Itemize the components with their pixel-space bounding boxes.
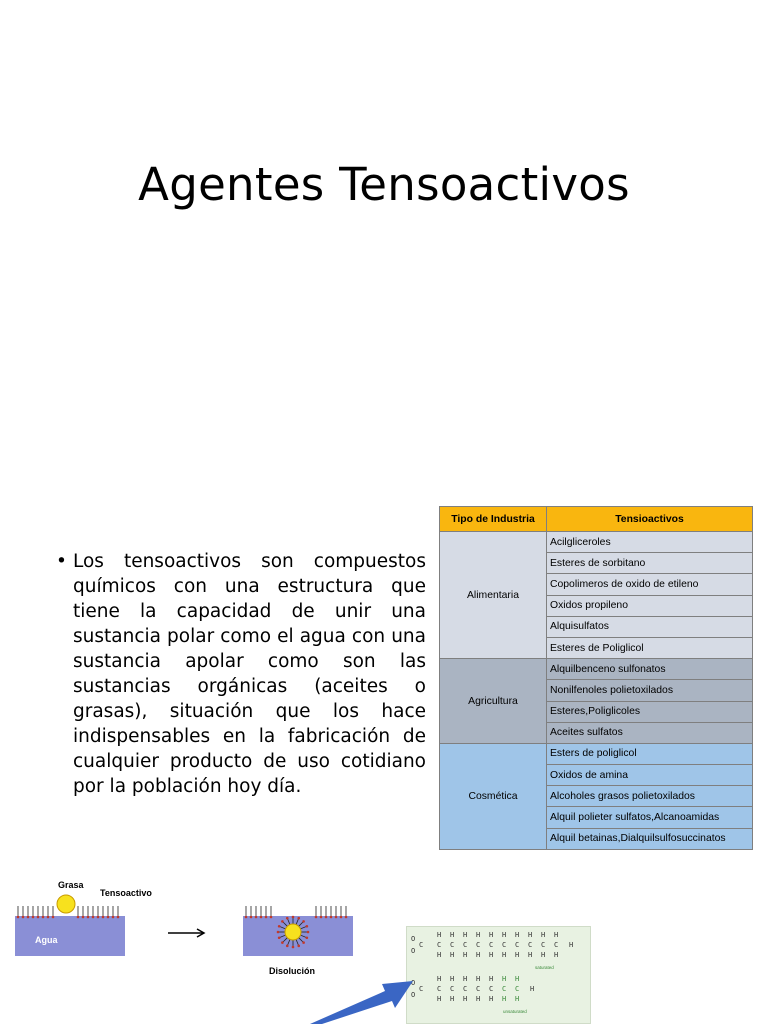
surfactant-head (112, 916, 115, 919)
header-surfactants: Tensioactivos (547, 507, 753, 532)
surfactant-head (260, 916, 263, 919)
carbon-atom: C (515, 941, 520, 949)
hydrogen-atom: H (489, 931, 494, 939)
surfactant-cell: Alcoholes grasos polietoxilados (547, 786, 753, 807)
hydrogen-atom: H (463, 975, 468, 983)
micelle-head (307, 931, 310, 934)
surfactant-cell: Esteres,Poliglicoles (547, 701, 753, 722)
water-block-left (15, 916, 125, 956)
oxygen-atom: O (411, 991, 416, 999)
surfactant-cell: Oxidos propileno (547, 595, 753, 616)
carbon-atom: C (450, 985, 455, 993)
carbon-atom: C (554, 941, 559, 949)
hydrogen-atom: H (502, 951, 507, 959)
micelle-head (281, 941, 284, 944)
micelle-head (306, 936, 309, 939)
surfactant-head (22, 916, 25, 919)
micelle-head (277, 931, 280, 934)
surfactant-cell: Alquil betainas,Dialquilsulfosuccinatos (547, 828, 753, 849)
hydrogen-atom: H (450, 975, 455, 983)
carbon-atom: C (450, 941, 455, 949)
hydrogen-atom: H (569, 941, 574, 949)
surfactant-head (335, 916, 338, 919)
surfactant-head (32, 916, 35, 919)
oxygen-atom: O (411, 935, 416, 943)
surfactant-head (87, 916, 90, 919)
label-agua: Agua (35, 935, 58, 945)
hydrogen-atom: H (450, 951, 455, 959)
label-unsaturated: unsaturated (503, 1009, 527, 1014)
hydrogen-atom: H (528, 931, 533, 939)
surfactant-cell: Esteres de sorbitano (547, 553, 753, 574)
surfactant-head (345, 916, 348, 919)
surfactant-cell: Esteres de Poliglicol (547, 637, 753, 658)
carbon-atom: C (489, 985, 494, 993)
hydrogen-atom: H (502, 931, 507, 939)
surfactant-head (250, 916, 253, 919)
surfactant-head (255, 916, 258, 919)
carbon-atom: C (463, 941, 468, 949)
surfactant-head (320, 916, 323, 919)
micelle-head (302, 920, 305, 923)
hydrogen-atom: H (437, 975, 442, 983)
carbon-atom: C (476, 941, 481, 949)
hydrogen-atom: H (515, 995, 520, 1003)
micelle-head (302, 941, 305, 944)
micelle-head (286, 945, 289, 948)
carbon-atom: C (437, 985, 442, 993)
carbon-atom: C (515, 985, 520, 993)
surfactant-cell: Alquisulfatos (547, 616, 753, 637)
micelle-head (286, 917, 289, 920)
micelle-head (278, 936, 281, 939)
hydrogen-atom: H (476, 975, 481, 983)
hydrogen-atom: H (437, 995, 442, 1003)
surfactant-head (117, 916, 120, 919)
micelle-head (292, 946, 295, 949)
fatty-acid-structure (406, 926, 591, 1024)
hydrogen-atom: H (502, 975, 507, 983)
hydrogen-atom: H (502, 995, 507, 1003)
industry-cell: Cosmética (440, 743, 547, 849)
surfactant-head (47, 916, 50, 919)
label-saturated: saturated (535, 965, 554, 970)
hydrogen-atom: H (463, 995, 468, 1003)
hydrogen-atom: H (541, 931, 546, 939)
surfactant-cell: Aceites sulfatos (547, 722, 753, 743)
hydrogen-atom: H (515, 931, 520, 939)
industry-cell: Agricultura (440, 659, 547, 744)
surfactant-head (52, 916, 55, 919)
surfactant-head (77, 916, 80, 919)
hydrogen-atom: H (463, 931, 468, 939)
label-grasa: Grasa (58, 880, 84, 890)
surfactant-head (330, 916, 333, 919)
table-row (440, 743, 753, 764)
surfactant-head (340, 916, 343, 919)
surfactant-head (97, 916, 100, 919)
carbon-atom: C (528, 941, 533, 949)
micelle-head (292, 916, 295, 919)
surfactant-cell: Oxidos de amina (547, 765, 753, 786)
carbon-atom: C (419, 985, 424, 993)
bullet-text: Los tensoactivos son compuestos químicos con una estructura que tiene la capacidad de unir una sustancia polar como el agua con una sustancia apolar como son las sustancias orgánicas (aceites o grasas), situación que los hace indispensables en la fabricación de cualquier producto de uso cotidiano por la población hoy día. (73, 551, 426, 797)
carbon-atom: C (541, 941, 546, 949)
carbon-atom: C (437, 941, 442, 949)
surfactant-head (102, 916, 105, 919)
table-row (440, 659, 753, 680)
hydrogen-atom: H (528, 951, 533, 959)
surfactant-head (270, 916, 273, 919)
hydrogen-atom: H (450, 995, 455, 1003)
surfactant-head (265, 916, 268, 919)
micelle-head (297, 945, 300, 948)
hydrogen-atom: H (463, 951, 468, 959)
oxygen-atom: O (411, 979, 416, 987)
surfactant-cell: Nonilfenoles polietoxilados (547, 680, 753, 701)
surfactant-cell: Copolimeros de oxido de etileno (547, 574, 753, 595)
hydrogen-atom: H (489, 951, 494, 959)
carbon-atom: C (463, 985, 468, 993)
header-industry: Tipo de Industria (440, 507, 547, 532)
oxygen-atom: O (411, 947, 416, 955)
process-arrow (168, 929, 204, 937)
hydrogen-atom: H (437, 951, 442, 959)
hydrogen-atom: H (450, 931, 455, 939)
carbon-atom: C (502, 941, 507, 949)
surfactant-head (107, 916, 110, 919)
hydrogen-atom: H (489, 995, 494, 1003)
hydrogen-atom: H (554, 931, 559, 939)
micelle-head (281, 920, 284, 923)
carbon-atom: C (502, 985, 507, 993)
hydrogen-atom: H (541, 951, 546, 959)
hydrogen-atom: H (530, 985, 535, 993)
hydrogen-atom: H (515, 951, 520, 959)
industry-cell: Alimentaria (440, 532, 547, 659)
surfactant-head (315, 916, 318, 919)
carbon-atom: C (476, 985, 481, 993)
label-disolucion: Disolución (269, 966, 316, 976)
hydrogen-atom: H (515, 975, 520, 983)
label-tensoactivo: Tensoactivo (100, 888, 152, 898)
carbon-atom: C (419, 941, 424, 949)
table-header-row (440, 507, 753, 532)
industry-surfactant-table (439, 506, 753, 850)
surfactant-cell: Alquil polieter sulfatos,Alcanoamidas (547, 807, 753, 828)
hydrogen-atom: H (489, 975, 494, 983)
surfactant-head (27, 916, 30, 919)
pointer-arrow-shape (310, 979, 416, 1024)
surfactant-head (245, 916, 248, 919)
surfactant-head (37, 916, 40, 919)
pointer-arrow (300, 975, 420, 1024)
carbon-atom: C (489, 941, 494, 949)
surfactant-cell: Esters de poliglicol (547, 743, 753, 764)
grease-droplet (57, 895, 75, 913)
table-row (440, 532, 753, 553)
hydrogen-atom: H (437, 931, 442, 939)
hydrogen-atom: H (476, 931, 481, 939)
surfactant-head (325, 916, 328, 919)
micelle-head (297, 917, 300, 920)
surfactant-head (17, 916, 20, 919)
surfactant-cell: Acilgliceroles (547, 532, 753, 553)
bullet-marker: • (56, 551, 67, 572)
hydrogen-atom: H (476, 951, 481, 959)
surfactant-head (42, 916, 45, 919)
micelle-head (278, 925, 281, 928)
bullet-paragraph (56, 549, 426, 799)
hydrogen-atom: H (476, 995, 481, 1003)
micelle-core (285, 924, 301, 940)
micelle-diagram (10, 872, 360, 982)
page-title: Agentes Tensoactivos (138, 158, 630, 211)
micelle-head (306, 925, 309, 928)
hydrogen-atom: H (554, 951, 559, 959)
surfactant-head (92, 916, 95, 919)
surfactant-head (82, 916, 85, 919)
surfactant-cell: Alquilbenceno sulfonatos (547, 659, 753, 680)
